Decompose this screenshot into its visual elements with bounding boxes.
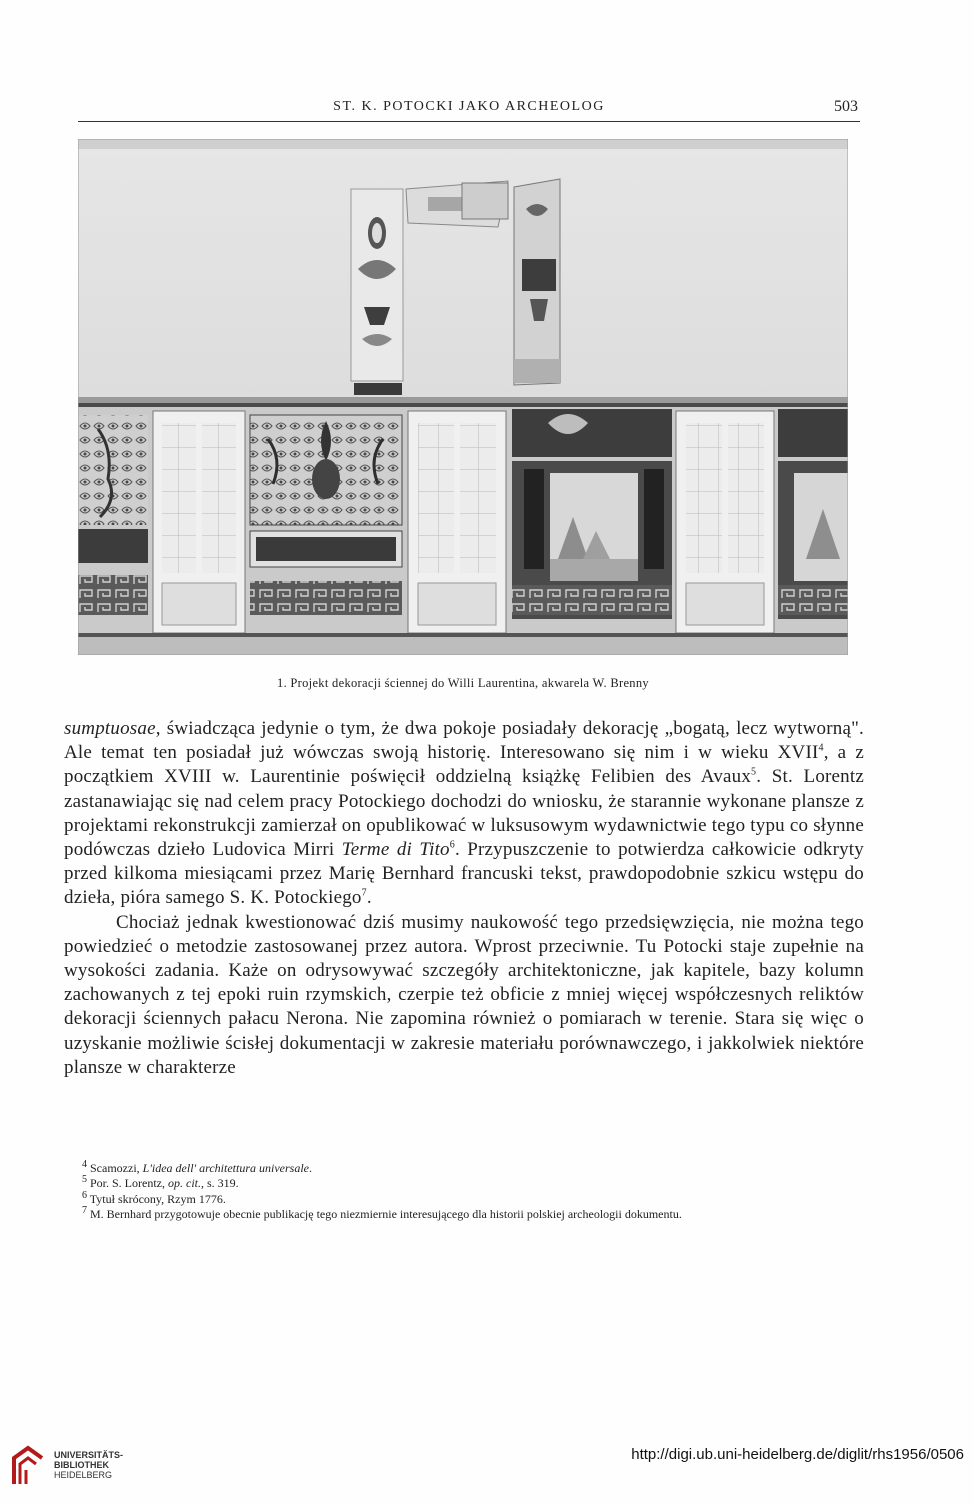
logo-line-3: HEIDELBERG: [54, 1470, 113, 1480]
logo-line-1: UNIVERSITÄTS-: [54, 1450, 124, 1460]
footnote-5: [64, 1176, 864, 1191]
door-three: [676, 411, 774, 633]
text-run: .: [309, 1161, 312, 1175]
italic-text: Terme di Tito: [341, 839, 450, 861]
wall-decoration-illustration: [78, 139, 848, 655]
italic-text: L'idea dell' architettura universale: [142, 1161, 309, 1175]
door-two: [408, 411, 506, 633]
running-head: [78, 99, 860, 122]
footnote-ref: 7: [82, 1205, 87, 1217]
text-run: . St. Lorentz zastanawiając się nad celem pracy Potockiego dochodzi do wniosku, że starannie wykonane plansze z projektami rekonstrukcji zamierzał on opublikować w luksusowym wydawnictwie tego typu co słynne podówczas dzieło Ludovica Mirri: [64, 766, 864, 861]
text-run: Chociaż jednak kwestionować dziś musimy naukowość tego przedsięwzięcia, nie można tego powiedzieć o metodzie zastosowanej przez autora. Wprost przeciwnie. Tu Potocki staje zupełnie na wysokości zadania. Każe on odrysowywać szczegóły architektoniczne, jak kapitele, bazy kolumn zachowanych z tej epoki ruin rzymskich, czerpie też obficie z mniej więcej współczesnych reliktów dekoracji ściennych pałacu Nerona. Nie zapomina również o pomiarach w terenie. Stara się więc o uzyskanie możliwie ścisłej dokumentacji w zakresie materiału porównawczego, i jakkolwiek niektóre plansze w charakterze: [64, 911, 864, 1078]
footnote-4: [64, 1161, 864, 1176]
text-run: Scamozzi,: [87, 1161, 143, 1175]
door-one: [153, 411, 245, 633]
text-run: , świadcząca jedynie o tym, że dwa pokoje posiadały dekorację „bogatą, lecz wytworną". Ale temat ten posiadał już wówczas swoją historię. Interesowano się nim i w wieku XVII: [64, 718, 864, 764]
library-logo-icon: [10, 1444, 48, 1488]
text-run: .: [366, 887, 372, 909]
footnote-ref: 5: [751, 767, 757, 779]
italic-text: op. cit.: [168, 1176, 201, 1191]
running-title: ST. K. POTOCKI JAKO ARCHEOLOG: [333, 99, 605, 114]
text-run: , a z początkiem XVIII w. Laurentinie poświęcił oddzielną książkę Felibien des Avaux: [64, 742, 864, 788]
paragraph-2: [64, 911, 864, 1080]
footnote-ref: 6: [449, 839, 455, 851]
upper-panel-left: [351, 189, 403, 395]
text-run: , s. 319.: [201, 1176, 239, 1191]
text-run: Tytuł skrócony, Rzym 1776.: [87, 1191, 226, 1206]
egyptian-landscape-panel: [512, 409, 672, 619]
body-text: [64, 717, 864, 1080]
logo-line-2: BIBLIOTHEK: [54, 1460, 109, 1470]
text-run: Por. S. Lorentz,: [87, 1176, 168, 1191]
library-logo-text: [54, 1450, 123, 1480]
upper-panel-right: [514, 179, 560, 385]
library-logo[interactable]: [10, 1444, 130, 1488]
footnote-ref: 4: [82, 1159, 87, 1170]
paragraph-1: [64, 717, 864, 911]
footnote-ref: 7: [361, 888, 367, 900]
text-run: M. Bernhard przygotowuje obecnie publikację tego niezmiernie interesującego dla historii polskiej archeologii dokumentu.: [87, 1207, 682, 1222]
footnote-ref: 4: [818, 742, 824, 754]
panel-right-edge: [778, 409, 848, 619]
footnote-ref: 6: [82, 1189, 87, 1201]
text-run: . Przypuszczenie to potwierdza całkowicie odkryty przed kilkoma miesiącami przez Marię Bernhard francuski tekst, prawdopodobnie szkicu wstępu do dzieła, pióra samego S. K. Potockiego: [64, 839, 864, 909]
footnotes: [64, 1161, 864, 1223]
footnote-7: [64, 1207, 864, 1222]
source-url-link[interactable]: http://digi.ub.uni-heidelberg.de/diglit/rhs1956/0506: [631, 1446, 964, 1463]
footnote-6: [64, 1189, 864, 1207]
footnote-ref: 5: [82, 1174, 87, 1186]
upper-panel-ceiling-motif: [406, 181, 508, 227]
grotesque-panel: [250, 415, 402, 615]
italic-text: sumptuosae: [64, 718, 156, 739]
page-number: 503: [834, 98, 858, 115]
figure-caption: 1. Projekt dekoracji ściennej do Willi Laurentina, akwarela W. Brenny: [277, 676, 649, 690]
panel-left-edge: [78, 415, 148, 615]
